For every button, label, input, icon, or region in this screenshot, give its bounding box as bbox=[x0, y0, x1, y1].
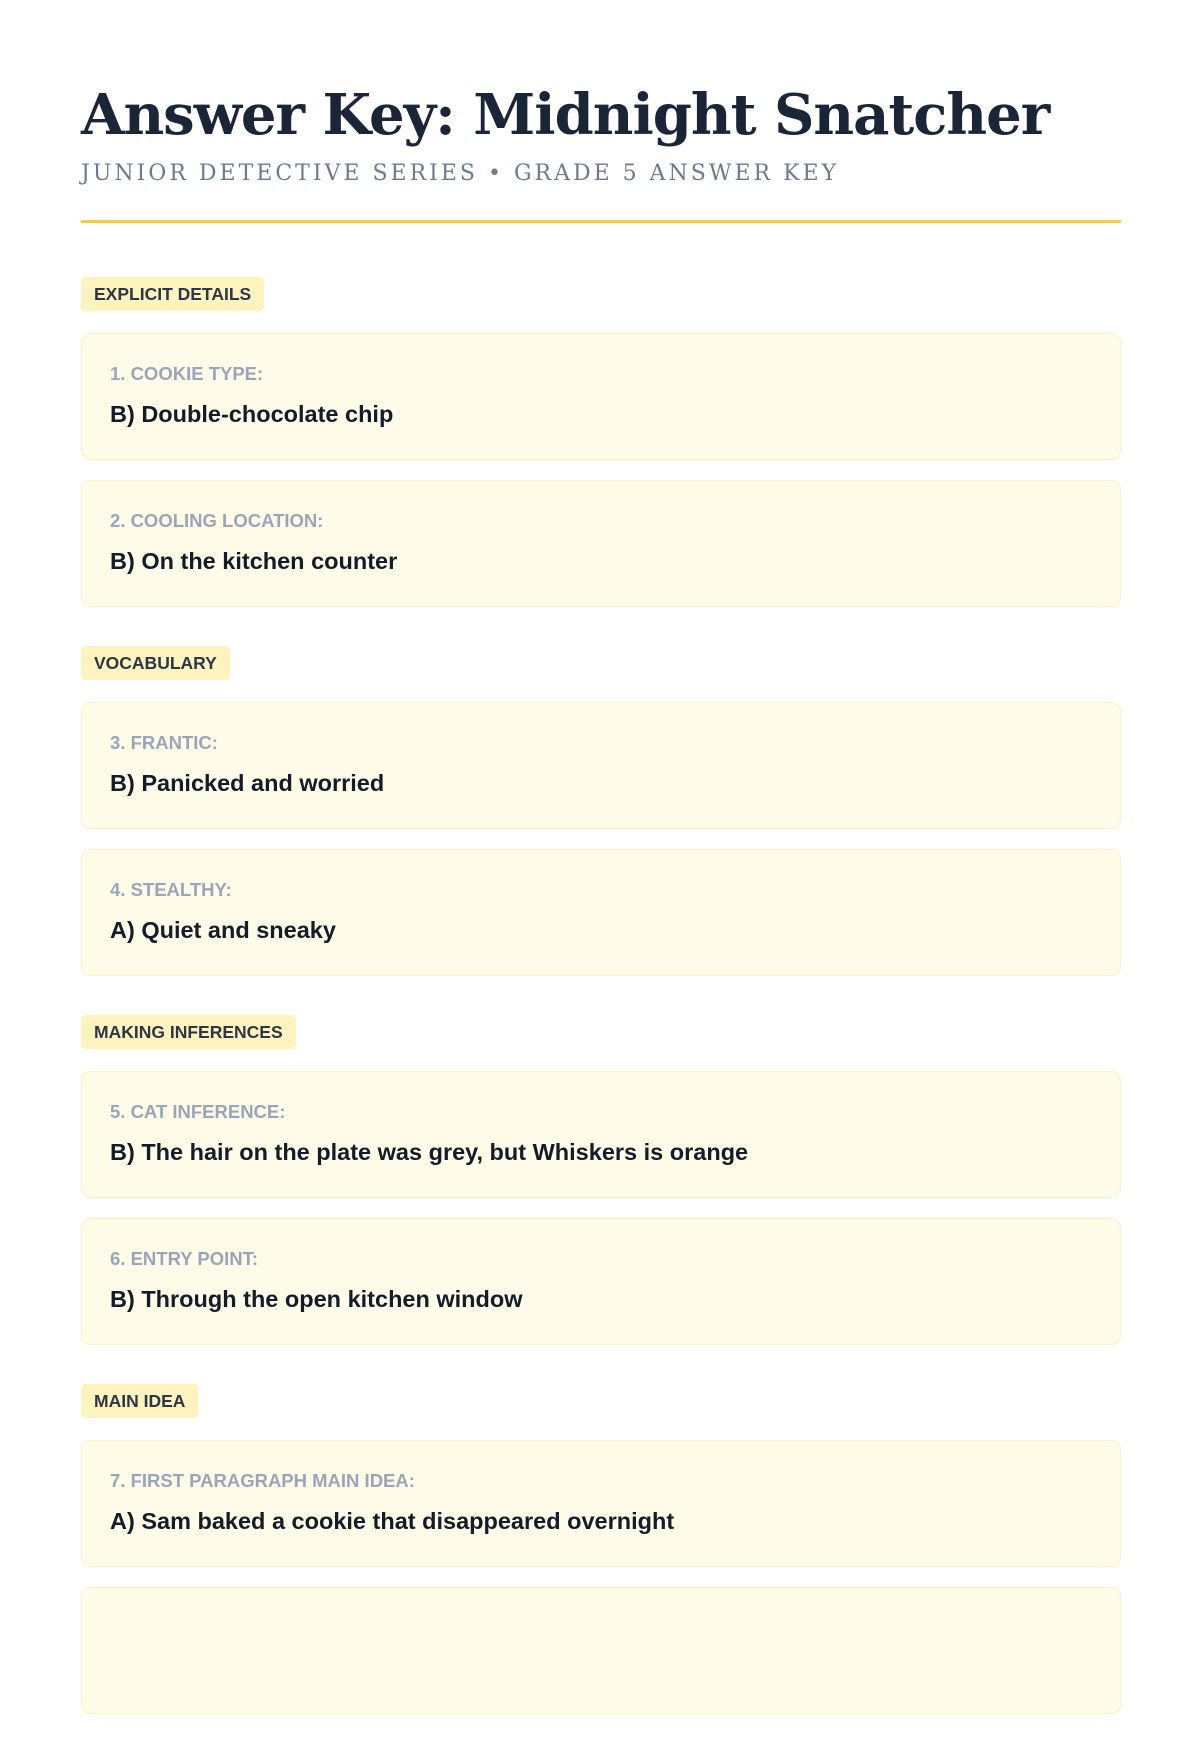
question-label: 3. FRANTIC: bbox=[110, 732, 218, 753]
answer-text: A) Sam baked a cookie that disappeared overnight bbox=[110, 1508, 675, 1534]
answer-text: B) Panicked and worried bbox=[110, 770, 385, 796]
section-making-inferences bbox=[81, 1015, 1121, 1345]
answer-card bbox=[81, 849, 1121, 976]
section-vocabulary bbox=[81, 646, 1121, 976]
answer-card bbox=[81, 1071, 1121, 1198]
answer-sections bbox=[81, 277, 1121, 1753]
question-label: 4. STEALTHY: bbox=[110, 879, 232, 900]
section-tag: MAIN IDEA bbox=[81, 1384, 198, 1418]
answer-card bbox=[81, 1218, 1121, 1345]
answer-text: A) Quiet and sneaky bbox=[110, 917, 336, 943]
answer-card bbox=[81, 1587, 1121, 1714]
answer-card bbox=[81, 1440, 1121, 1567]
section-tag: VOCABULARY bbox=[81, 646, 230, 680]
answer-card bbox=[81, 702, 1121, 829]
answer-card bbox=[81, 333, 1121, 460]
page-subtitle: JUNIOR DETECTIVE SERIES • GRADE 5 ANSWER KEY bbox=[81, 161, 840, 186]
section-main-idea bbox=[81, 1384, 1121, 1714]
answer-text: B) Through the open kitchen window bbox=[110, 1286, 523, 1312]
question-label: 5. CAT INFERENCE: bbox=[110, 1101, 286, 1122]
page-title: Answer Key: Midnight Snatcher bbox=[81, 82, 1050, 148]
question-label: 6. ENTRY POINT: bbox=[110, 1248, 259, 1269]
section-explicit-details bbox=[81, 277, 1121, 607]
question-label: 7. FIRST PARAGRAPH MAIN IDEA: bbox=[110, 1470, 415, 1491]
answer-text: B) On the kitchen counter bbox=[110, 548, 398, 574]
answer-card bbox=[81, 480, 1121, 607]
answer-text: B) Double-chocolate chip bbox=[110, 401, 394, 427]
section-tag: EXPLICIT DETAILS bbox=[81, 277, 264, 311]
answer-text: B) The hair on the plate was grey, but Whiskers is orange bbox=[110, 1139, 749, 1165]
question-label: 1. COOKIE TYPE: bbox=[110, 363, 264, 384]
section-tag: MAKING INFERENCES bbox=[81, 1015, 296, 1049]
title-divider bbox=[81, 220, 1121, 223]
question-label: 2. COOLING LOCATION: bbox=[110, 510, 324, 531]
